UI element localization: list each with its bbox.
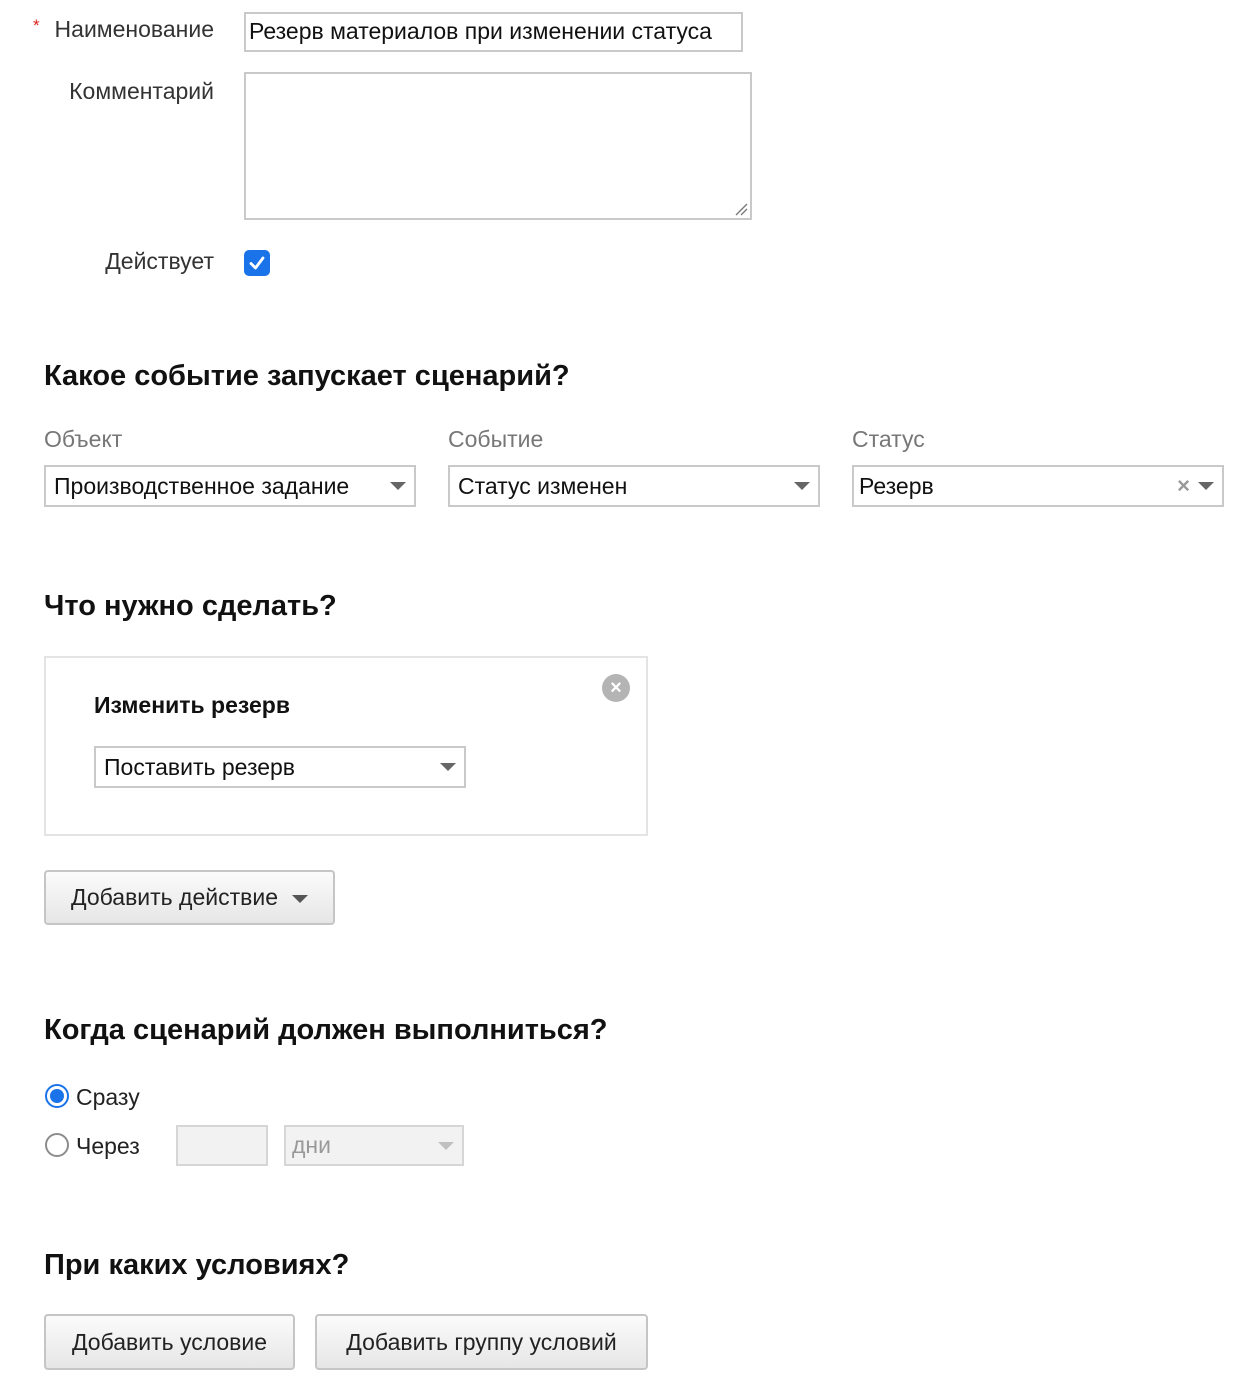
status-select-value: Резерв <box>859 472 934 499</box>
action-card <box>44 656 648 836</box>
timing-section-title: Когда сценарий должен выполниться? <box>44 1014 608 1046</box>
event-select-value: Статус изменен <box>458 472 628 499</box>
chevron-down-icon <box>794 482 810 490</box>
reserve-action-select-value: Поставить резерв <box>104 753 296 780</box>
active-label: Действует <box>105 248 214 274</box>
resize-handle-icon[interactable] <box>734 202 748 216</box>
clear-icon[interactable]: × <box>1177 473 1190 498</box>
checkmark-icon <box>248 254 266 272</box>
after-unit-select[interactable] <box>284 1125 464 1166</box>
comment-textarea[interactable] <box>244 72 752 220</box>
after-amount-input[interactable] <box>176 1125 268 1166</box>
chevron-down-icon <box>438 1142 454 1150</box>
active-checkbox[interactable] <box>244 250 270 276</box>
add-action-button-label: Добавить действие <box>71 884 278 910</box>
action-card-title: Изменить резерв <box>94 692 290 718</box>
name-label: Наименование <box>54 16 214 42</box>
radio-immediately[interactable] <box>45 1084 69 1108</box>
event-select[interactable] <box>448 465 820 507</box>
conditions-section-title: При каких условиях? <box>44 1249 350 1281</box>
object-select[interactable] <box>44 465 416 507</box>
actions-section-title: Что нужно сделать? <box>44 590 337 622</box>
chevron-down-icon <box>440 763 456 771</box>
close-icon[interactable]: × <box>602 674 630 702</box>
status-select[interactable] <box>852 465 1224 507</box>
required-mark: * <box>33 16 40 35</box>
immediately-label[interactable]: Сразу <box>76 1084 140 1110</box>
radio-after[interactable] <box>45 1133 69 1157</box>
reserve-action-select[interactable] <box>94 746 466 788</box>
add-action-button[interactable] <box>44 870 335 925</box>
chevron-down-icon <box>292 895 308 903</box>
comment-label: Комментарий <box>69 78 214 104</box>
name-input[interactable]: Резерв материалов при изменении статуса <box>244 12 743 52</box>
add-condition-group-button[interactable]: Добавить группу условий <box>315 1314 648 1370</box>
object-caption: Объект <box>44 426 123 452</box>
chevron-down-icon[interactable] <box>1198 482 1214 490</box>
event-caption: Событие <box>448 426 544 452</box>
status-caption: Статус <box>852 426 925 452</box>
object-select-value: Производственное задание <box>54 472 350 499</box>
after-unit-select-value: дни <box>292 1132 331 1158</box>
chevron-down-icon <box>390 482 406 490</box>
add-condition-button[interactable]: Добавить условие <box>44 1314 295 1370</box>
after-label[interactable]: Через <box>76 1133 140 1159</box>
trigger-section-title: Какое событие запускает сценарий? <box>44 360 570 392</box>
